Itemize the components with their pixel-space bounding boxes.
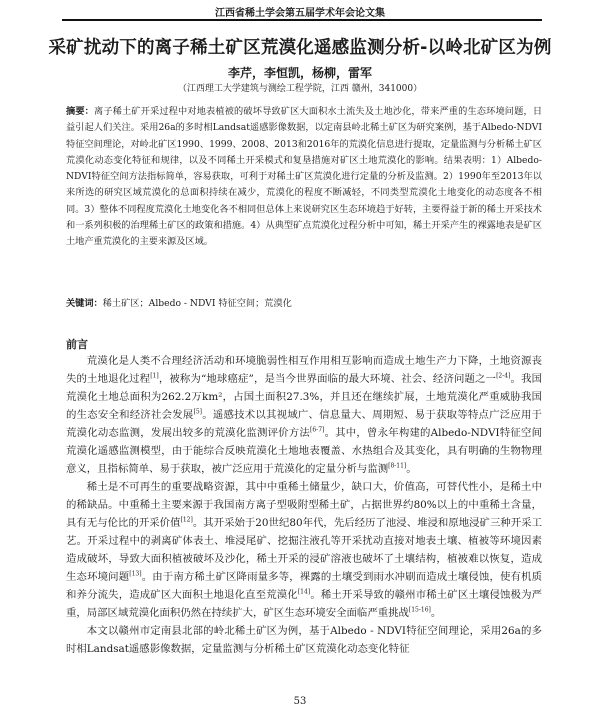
para-text: 。: [430, 607, 442, 619]
abstract-label: 摘要：: [66, 106, 95, 117]
para-text: ，被称为“地球癌症”，是当今世界面临的最大环境、社会、经济问题之一: [158, 373, 497, 385]
affiliation: （江西理工大学建筑与测绘工程学院，江西 赣州，341000）: [177, 84, 423, 94]
para-text: 。遥感技术以其视域广、信息量大、周期短、易于获取等特点广泛应用于荒漠化动态监测，发展出较多的荒漠化监测评价方法: [66, 409, 542, 439]
citation: [1]: [150, 372, 159, 380]
para-text: 。其开采始于20世纪80年代，先后经历了池浸、堆浸和原地浸矿三种开采工艺。开采过程中的剥离矿体表土、堆浸尾矿、挖掘注液孔等开采扰动直接对地表土壤、植被等环境因素造成破坏，导致大面积植被破坏及沙化，稀土开采的浸矿溶液也破坏了土壤结构，植被难以恢复，造成生态环境问题: [66, 517, 542, 583]
body-text: [66, 352, 542, 658]
citation: [13]: [129, 570, 142, 578]
citation: [14]: [297, 588, 311, 596]
header-rule: [62, 19, 542, 21]
running-header: 江西省稀土学会第五届学术年会论文集: [215, 8, 385, 19]
citation: [12]: [180, 516, 193, 524]
paper-title: 采矿扰动下的离子稀土矿区荒漠化遥感监测分析-以岭北矿区为例: [48, 38, 552, 58]
paragraph-1: [66, 352, 542, 478]
citation: [15-16]: [408, 606, 431, 614]
paragraph-2: [66, 478, 542, 622]
para-text: 。稀土开采导致的赣州市稀土矿区土壤侵蚀极为严重，局部区域荒漠化面积仍然在持续扩大，矿区生态环境安全面临严重挑战: [66, 589, 543, 619]
para-text: 本文以赣州市定南县北部的岭北稀土矿区为例，基于Albedo - NDVI特征空间理论，采用26a的多时相Landsat遥感影像数据，定量监测与分析稀土矿区荒漠化动态变化特征: [66, 625, 542, 655]
para-text: 稀土是不可再生的重要战略资源，其中中重稀土储量少，缺口大，价值高，可替代性小，是稀土中的稀缺品。中重稀土主要来源于我国南方离子型吸附型稀土矿，占据世界约80%以上的中重稀土含量，具有无与伦比的开采价值: [66, 481, 542, 529]
para-text: 。我国荒漠化土地总面积为262.2万km²，占国土面积27.3%，并且还在继续扩展，土地荒漠化严重威胁我国的生态安全和经济社会发展: [66, 373, 543, 421]
authors: 李芹，李恒凯，杨柳，雷军: [227, 66, 372, 80]
page-number: 53: [293, 696, 307, 707]
paragraph-3: [66, 622, 542, 658]
abstract-text: 离子稀土矿开采过程中对地表植被的破坏导致矿区大面积水土流失及土地沙化，带来严重的生态环境问题，日益引起人们关注。采用26a的多时相Landsat遥感影像数据，以定南县岭北稀土矿区为研究案例，基于Albedo-NDVI特征空间理论，对岭北矿区1990、1999、2008、2013和2016年的荒漠化信息进行提取，定量监测与分析稀土矿区荒漠化动态变化特征和规律，以及不同稀土开采模式和复垦措施对矿区土地荒漠化的影响。结果表明：1）Albedo-NDVI特征空间方法指标简单，容易获取，可利于对稀土矿区荒漠化进行定量的分析及监测。2）1990年至2013年以来所选的研究区域荒漠化的总面积持续在减少，荒漠化的程度不断减轻，不同类型荒漠化土地变化的动态度各不相同。3）整体不同程度荒漠化土地变化各不相同但总体上来说研究区生态环境趋于好转，主要得益于新的稀土开采技术和一系列积极的治理稀土矿区的政策和措施。4）从典型矿点荒漠化过程分析中可知，稀土开采产生的裸露地表是矿区土地产重荒漠化的主要来源及区域。: [66, 106, 543, 248]
citation: [5]: [193, 408, 202, 416]
para-text: 。: [406, 463, 417, 475]
abstract: [66, 104, 542, 251]
keywords-label: 关键词：: [66, 298, 103, 309]
keywords: [66, 296, 542, 312]
citation: [6-7]: [310, 426, 325, 434]
para-text: 荒漠化是人类不合理经济活动和环境脆弱性相互作用相互影响而造成土地生产力下降，土地资源丧失的土地退化过程: [66, 355, 542, 385]
para-text: 。其中，曾永年构建的Albedo-NDVI特征空间荒漠化遥感监测模型，由于能综合反映荒漠化土地地表覆盖、水热组合及其变化，具有明确的生物物理意义，且指标简单、易于获取，被广泛应用于荒漠化的定量分析与监测: [66, 427, 542, 475]
keywords-text: 稀土矿区；Albedo - NDVI 特征空间；荒漠化: [102, 298, 292, 309]
para-text: 。由于南方稀土矿区降雨量多等，裸露的土壤受到雨水冲刷而造成土壤侵蚀，使有机质和养分流失，造成矿区大面积土地退化直至荒漠化: [66, 571, 543, 601]
citation: [2-4]: [496, 372, 511, 380]
section-title-introduction: 前言: [66, 338, 88, 351]
citation: [8-11]: [388, 462, 407, 470]
